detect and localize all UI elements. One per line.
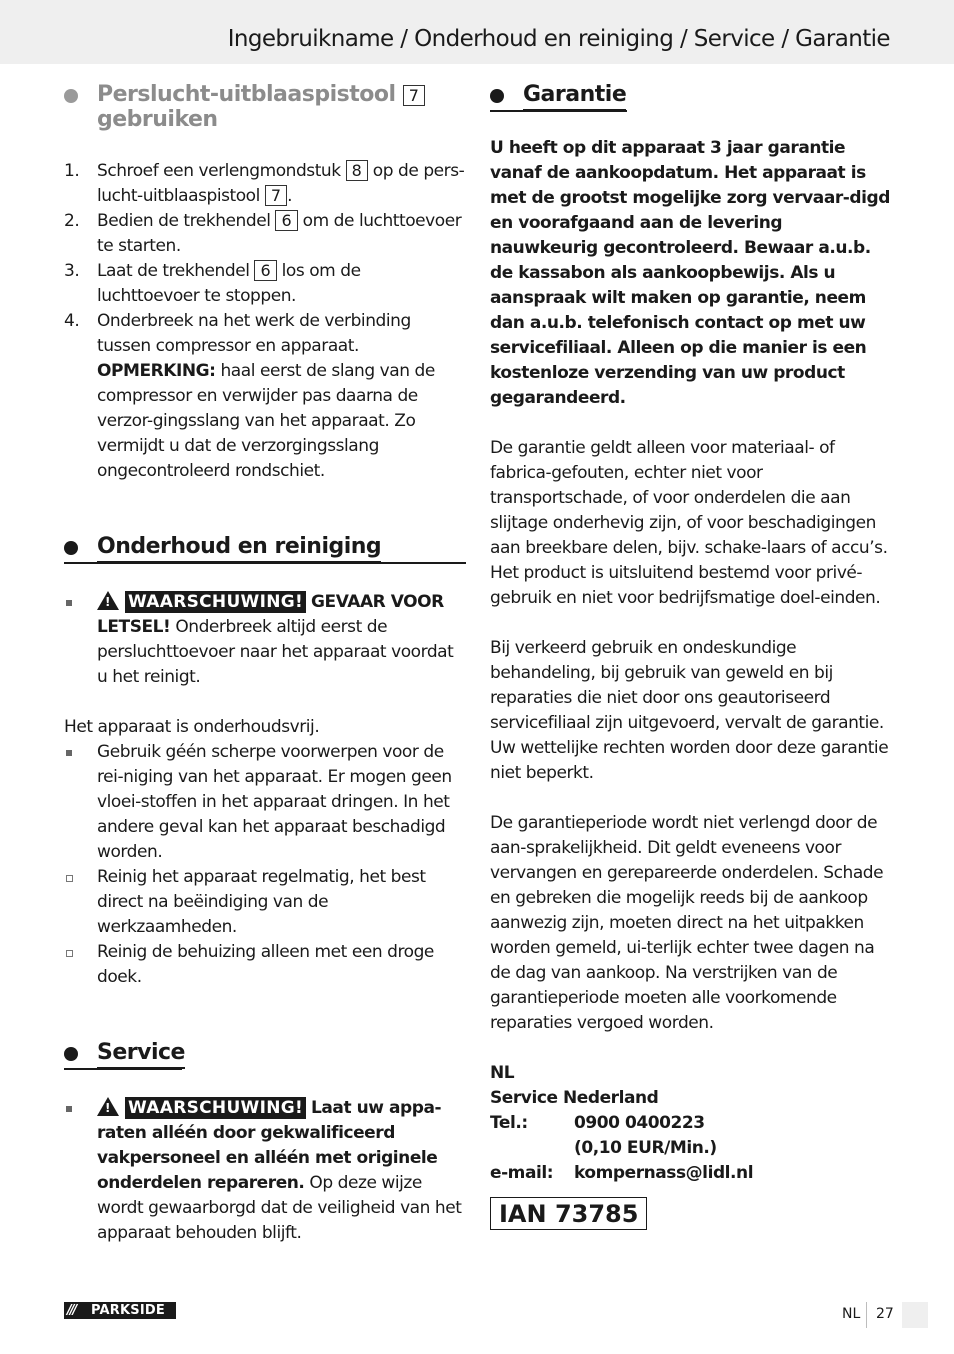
list-item: Reinig de behuizing alleen met een droge doek. [64,940,466,990]
warning-label: WAARSCHUWING! [125,1097,306,1119]
list-item: Reinig het apparaat regelmatig, het best direct na beëindiging van de werkzaamheden. [64,865,466,940]
warning-triangle-icon: ! [97,1097,119,1116]
list-item: 3. Laat de trekhendel 6 los om de luchttoevoer te stoppen. [64,261,361,306]
contact-country: NL [490,1063,515,1083]
warning-item: ! WAARSCHUWING! Laat uw appa-raten alléén door gekwalificeerd vakpersoneel en alléén met originele onderdelen repareren. Op deze wijze wordt gewaarborgd dat de veiligheid van het apparaat behouden blijft. [64,1096,466,1246]
note-label: OPMERKING: [97,361,216,381]
warranty-paragraph: De garantieperiode wordt niet verlengd door de aan-sprakelijkheid. Dit geldt eveneens voor vervangen en gerepareerde onderdelen. Schade en gebreken die mogelijk reeds bij de aankoop aanwezig zijn, moeten direct na het uitpakken worden gemeld, ui-terlijk echter twee dagen na de dag van aankoop. Na verstrijken van de garantieperiode moeten alle voorkomende reparaties vergoed worden. [490,813,884,1033]
heading-text-line2: gebruiken [97,107,218,132]
warning-label: WAARSCHUWING! [125,591,306,613]
open-square-bullet-icon [66,950,73,957]
square-bullet-icon [66,600,72,606]
parkside-logo: /// PARKSIDE [64,1302,176,1319]
usage-steps [64,159,466,484]
list-item: 1. Schroef een verlengmondstuk 8 op de pers-lucht-uitblaaspistool 7 . [64,161,465,206]
warning-triangle-icon: ! [97,591,119,610]
section-heading-service: Service [64,1040,466,1069]
warranty-paragraph: De garantie geldt alleen voor materiaal- of fabrica-gefouten, echter niet voor transportschade, of voor onderdelen die aan slijtage onderhevig zijn, of voor beschadigingen aan breekbare delen, bijv. schake-laars of accu’s. Het product is uitsluitend bestemd voor privé-gebruik en niet voor bedrijfsmatige doel-einden. [490,438,888,608]
list-item: 2. Bedien de trekhendel 6 om de luchttoevoer te starten. [64,211,462,256]
tel-number: 0900 0400223 [574,1113,705,1133]
bullet-dot-icon [64,541,78,555]
footer-tab [902,1302,928,1328]
email-address[interactable]: kompernass@lidl.nl [574,1163,754,1183]
tel-cost: (0,10 EUR/Min.) [574,1138,717,1158]
maintenance-intro: Het apparaat is onderhoudsvrij. [64,717,320,737]
section-heading-warranty: Garantie [490,82,894,111]
square-bullet-icon [66,1106,72,1112]
service-contact [490,1061,894,1186]
part-reference: 6 [275,210,297,231]
tel-label: Tel.: [490,1113,528,1133]
part-reference: 7 [403,85,425,106]
heading-text: Perslucht-uitblaaspistool [97,82,396,107]
square-bullet-icon [66,750,72,756]
section-heading-maintenance: Onderhoud en reiniging [64,534,466,563]
email-label: e-mail: [490,1163,554,1183]
bullet-dot-icon [64,1047,78,1061]
list-item: 4. Onderbreek na het werk de verbinding tussen compressor en apparaat. OPMERKING: haal eerst de slang van de compressor en verwijder pas daarna de verzor-gingsslang van het apparaat. Zo vermijdt u dat de verzorgingsslang ongecontroleerd rondschiet. [64,311,435,481]
left-column [64,82,466,1246]
footer-divider [866,1302,867,1328]
right-column [490,82,894,1230]
contact-name: Service Nederland [490,1088,659,1108]
list-item: Gebruik géén scherpe voorwerpen voor de rei-niging van het apparaat. Er mogen geen vloei-stoffen in het apparaat dringen. In het andere geval kan het apparaat beschadigd worden. [64,740,466,865]
bullet-dot-icon [490,89,504,103]
page-number: 27 [876,1306,894,1322]
warranty-bold-paragraph: U heeft op dit apparaat 3 jaar garantie vanaf de aankoopdatum. Het apparaat is met de grootst mogelijke zorg vervaar-digd en voorafgaand aan de levering nauwkeurig gecontroleerd. Bewaar a.u.b. de kassabon als aankoopbewijs. Als u aanspraak wilt maken op garantie, neem dan a.u.b. telefonisch contact op met uw servicefiliaal. Alleen op die manier is een kostenloze verzending van uw product gegarandeerd. [490,138,890,408]
footer-language: NL [842,1306,861,1322]
bullet-dot-icon [64,89,78,103]
part-reference: 6 [254,260,276,281]
logo-slashes-icon: /// [67,1303,76,1318]
page-header [0,0,954,64]
part-reference: 8 [346,160,368,181]
warranty-paragraph: Bij verkeerd gebruik en ondeskundige behandeling, bij gebruik van geweld en bij reparaties die niet door ons geautoriseerd servicefiliaal zijn uitgevoerd, vervalt de garantie. Uw wettelijke rechten worden door deze garantie niet beperkt. [490,638,889,783]
ian-number: IAN 73785 [490,1197,647,1230]
section-heading-use [64,82,466,132]
page-title: Ingebruikname / Onderhoud en reiniging / Service / Garantie [227,26,890,52]
part-reference: 7 [265,185,287,206]
warning-item: ! WAARSCHUWING! GEVAAR VOOR LETSEL! Onderbreek altijd eerst de persluchttoevoer naar het apparaat voordat u het reinigt. [64,590,466,690]
open-square-bullet-icon [66,875,73,882]
